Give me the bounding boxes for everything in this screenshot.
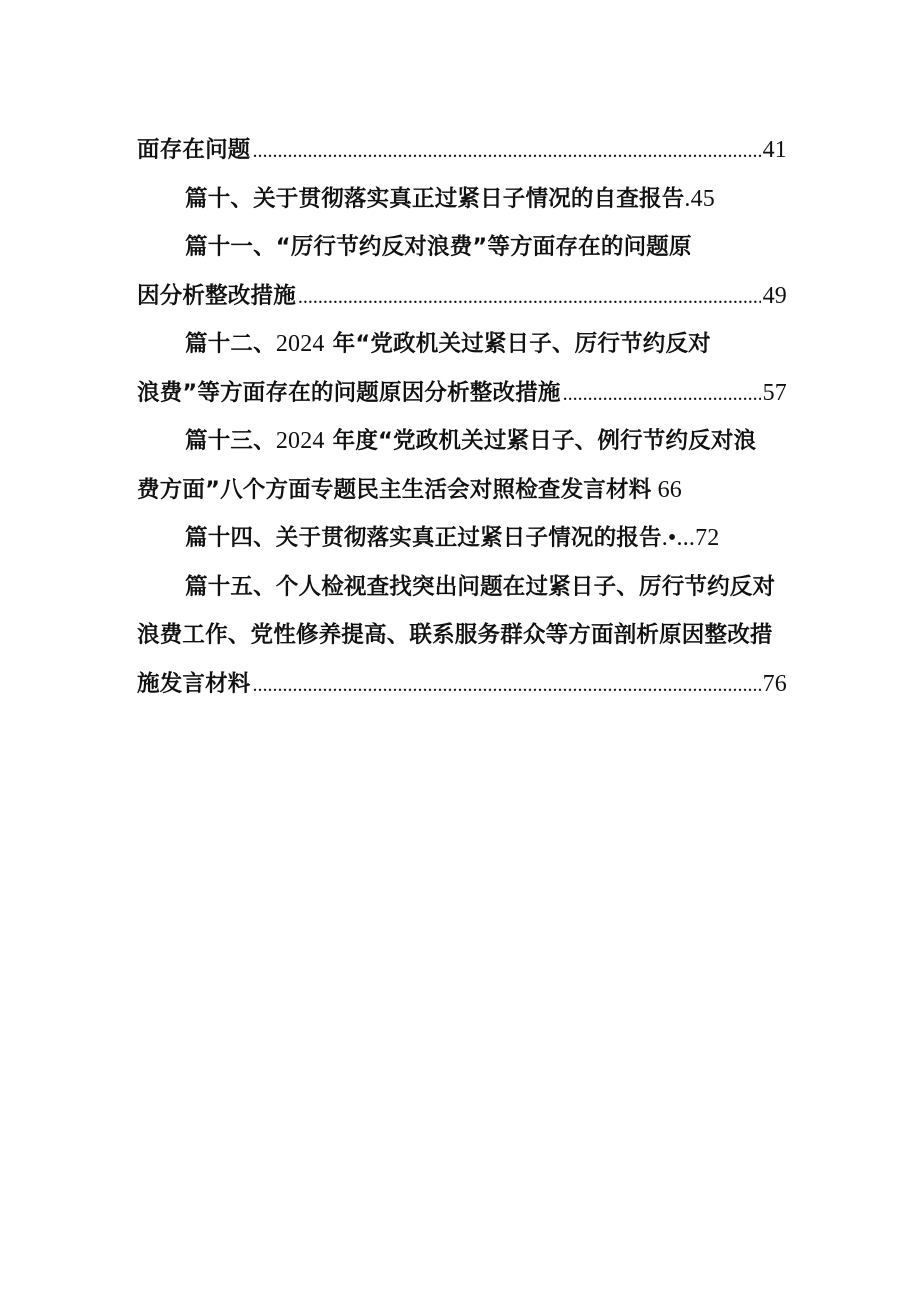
toc-entry-line[interactable] [137, 175, 787, 224]
toc-entry-text: 面存在问题 [137, 137, 251, 163]
toc-page-number: 57 [762, 379, 787, 406]
table-of-contents [137, 126, 787, 708]
toc-entry-line[interactable] [137, 272, 787, 321]
toc-entry-line[interactable] [137, 611, 787, 660]
toc-entry-line[interactable] [137, 223, 787, 272]
toc-entry-text: 篇十一、“厉行节约反对浪费”等方面存在的问题原 [185, 234, 692, 260]
toc-page-number: .•...72 [661, 525, 720, 551]
dot-leader [253, 661, 761, 709]
toc-entry-line[interactable] [137, 126, 787, 175]
toc-entry-text: 浪费工作、党性修养提高、联系服务群众等方面剖析原因整改措 [137, 622, 773, 648]
toc-entry-line[interactable] [137, 320, 787, 369]
dot-leader [298, 273, 761, 321]
toc-entry-year: 2024 [275, 428, 325, 454]
toc-entry-line[interactable] [137, 466, 787, 515]
toc-entry-text: 年度“党政机关过紧日子、例行节约反对浪 [324, 428, 757, 454]
toc-page-number: .45 [684, 185, 716, 212]
toc-entry-line[interactable] [137, 369, 787, 418]
toc-entry-text: 浪费”等方面存在的问题原因分析整改措施 [137, 379, 561, 406]
toc-entry-text: 施发言材料 [137, 670, 251, 697]
dot-leader [253, 127, 761, 175]
toc-entry-prefix: 篇十三、 [185, 428, 276, 454]
toc-entry-line[interactable] [137, 417, 787, 466]
dot-leader [563, 370, 761, 418]
toc-page-number: 41 [762, 137, 787, 163]
toc-page-number: 49 [762, 282, 787, 309]
toc-page-number: 66 [651, 476, 682, 503]
toc-entry-line[interactable] [137, 514, 787, 563]
toc-entry-prefix: 篇十二、 [185, 331, 276, 357]
toc-page-number: 76 [762, 670, 787, 697]
toc-entry-year: 2024 [275, 331, 325, 357]
toc-entry-line[interactable] [137, 660, 787, 709]
toc-entry-line[interactable] [137, 563, 787, 612]
toc-entry-text: 年“党政机关过紧日子、厉行节约反对 [324, 331, 711, 357]
toc-entry-text: 因分析整改措施 [137, 282, 296, 309]
toc-entry-text: 篇十四、关于贯彻落实真正过紧日子情况的报告 [185, 525, 662, 551]
toc-entry-text: 费方面”八个方面专题民主生活会对照检查发言材料 [137, 476, 652, 503]
toc-entry-text: 篇十五、个人检视查找突出问题在过紧日子、厉行节约反对 [185, 573, 776, 600]
toc-entry-text: 篇十、关于贯彻落实真正过紧日子情况的自查报告 [185, 185, 685, 212]
